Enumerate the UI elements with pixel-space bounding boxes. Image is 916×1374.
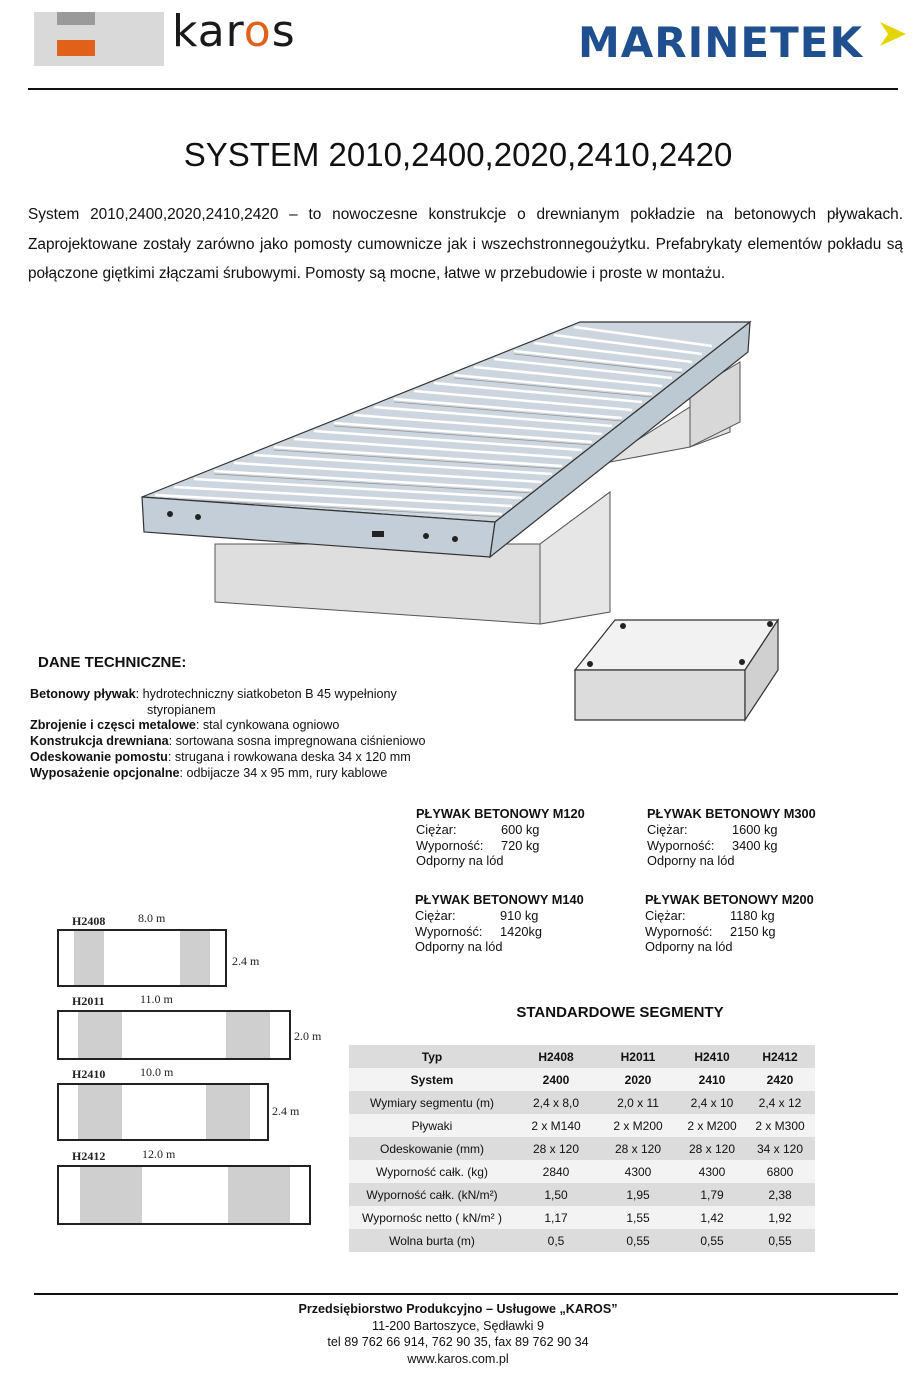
tech-item: Wyposażenie opcjonalne: odbijacze 34 x 95 mm, rury kablowe [30,765,388,780]
float-spec-m140: PŁYWAK BETONOWY M140 Ciężar: 910 kg Wyporność: 1420kg Odporny na lód [415,892,584,955]
marinetek-logo [578,18,908,78]
tech-item: Betonowy pływak: hydrotechniczny siatkobeton B 45 wypełniony [30,687,397,701]
segment-width: 2.4 m [232,954,260,968]
segments-table-title: STANDARDOWE SEGMENTY [516,1004,724,1021]
marinetek-logo-text: MARINETEK [578,18,863,67]
table-row: Typ H2408 H2011 H2410 H2412 [349,1045,815,1068]
tech-item: styropianem [147,702,216,717]
karos-logo [34,6,334,72]
float-spec-m120: PŁYWAK BETONOWY M120 Ciężar: 600 kg Wyporność: 720 kg Odporny na lód [416,806,585,869]
table-row: Wyporność całk. (kg) 2840 4300 4300 6800 [349,1160,815,1183]
table-row: System 2400 2020 2410 2420 [349,1068,815,1091]
tech-item: Odeskowanie pomostu: strugana i rowkowana deska 34 x 120 mm [30,749,411,764]
table-row: Wypornośc netto ( kN/m² ) 1,17 1,55 1,42 1,92 [349,1206,815,1229]
segment-length: 8.0 m [138,911,166,925]
segment-code: H2412 [72,1149,106,1163]
float-block-illustration [570,612,785,724]
table-row: Pływaki 2 x M140 2 x M200 2 x M200 2 x M300 [349,1114,815,1137]
tech-item: Konstrukcja drewniana: sortowana sosna impregnowana ciśnieniowo [30,734,426,749]
segments-diagram [50,908,340,1238]
segment-length: 12.0 m [142,1147,176,1161]
segment-length: 11.0 m [140,992,173,1006]
table-row: Wymiary segmentu (m) 2,4 x 8,0 2,0 x 11 2,4 x 10 2,4 x 12 [349,1091,815,1114]
segment-code: H2408 [72,914,106,928]
dock-illustration [130,312,770,632]
segment-length: 10.0 m [140,1065,174,1079]
footer-company: Przedsiębiorstwo Produkcyjno – Usługowe „KAROS” [298,1302,618,1316]
float-spec-m200: PŁYWAK BETONOWY M200 Ciężar: 1180 kg Wyporność: 2150 kg Odporny na lód [645,892,814,955]
float-spec-m300: PŁYWAK BETONOWY M300 Ciężar: 1600 kg Wyporność: 3400 kg Odporny na lód [647,806,816,869]
tech-item: Zbrojenie i częsci metalowe: stal cynkowana ogniowo [30,718,340,733]
karos-logo-block [34,12,164,66]
segment-width: 2.0 m [294,1029,322,1043]
marinetek-arrow-icon [878,20,908,56]
table-row: Odeskowanie (mm) 28 x 120 28 x 120 28 x 120 34 x 120 [349,1137,815,1160]
footer-rule [34,1293,898,1295]
table-row: Wyporność całk. (kN/m²) 1,50 1,95 1,79 2,38 [349,1183,815,1206]
tech-data-list [30,687,500,781]
header-rule [28,88,898,90]
karos-logo-text: karos [172,6,296,57]
footer [0,1301,916,1367]
page-title: SYSTEM 2010,2400,2020,2410,2420 [183,136,733,173]
footer-website: www.karos.com.pl [407,1351,509,1366]
intro-paragraph: System 2010,2400,2020,2410,2420 – to nowoczesne konstrukcje o drewnianym pokładzie na betonowych pływakach. Zaprojektowane zostały zarówno jako pomosty cumownicze jak i wszechstronnegoużytku. Prefabrykaty elementów pokładu są połączone giętkimi złączami śrubowymi. Pomosty są mocne, łatwe w przebudowie i proste w montażu. [28,206,903,282]
karos-logo-gray-bar [57,12,95,25]
segment-code: H2011 [72,994,105,1008]
segments-table [349,1045,815,1252]
karos-logo-orange-bar [57,40,95,56]
footer-phone: tel 89 762 66 914, 762 90 35, fax 89 762 90 34 [327,1335,589,1349]
segment-width: 2.4 m [272,1104,300,1118]
footer-address: 11-200 Bartoszyce, Sędławki 9 [372,1318,544,1333]
segment-code: H2410 [72,1067,106,1081]
table-row: Wolna burta (m) 0,5 0,55 0,55 0,55 [349,1229,815,1252]
tech-data-heading: DANE TECHNICZNE: [38,654,187,671]
